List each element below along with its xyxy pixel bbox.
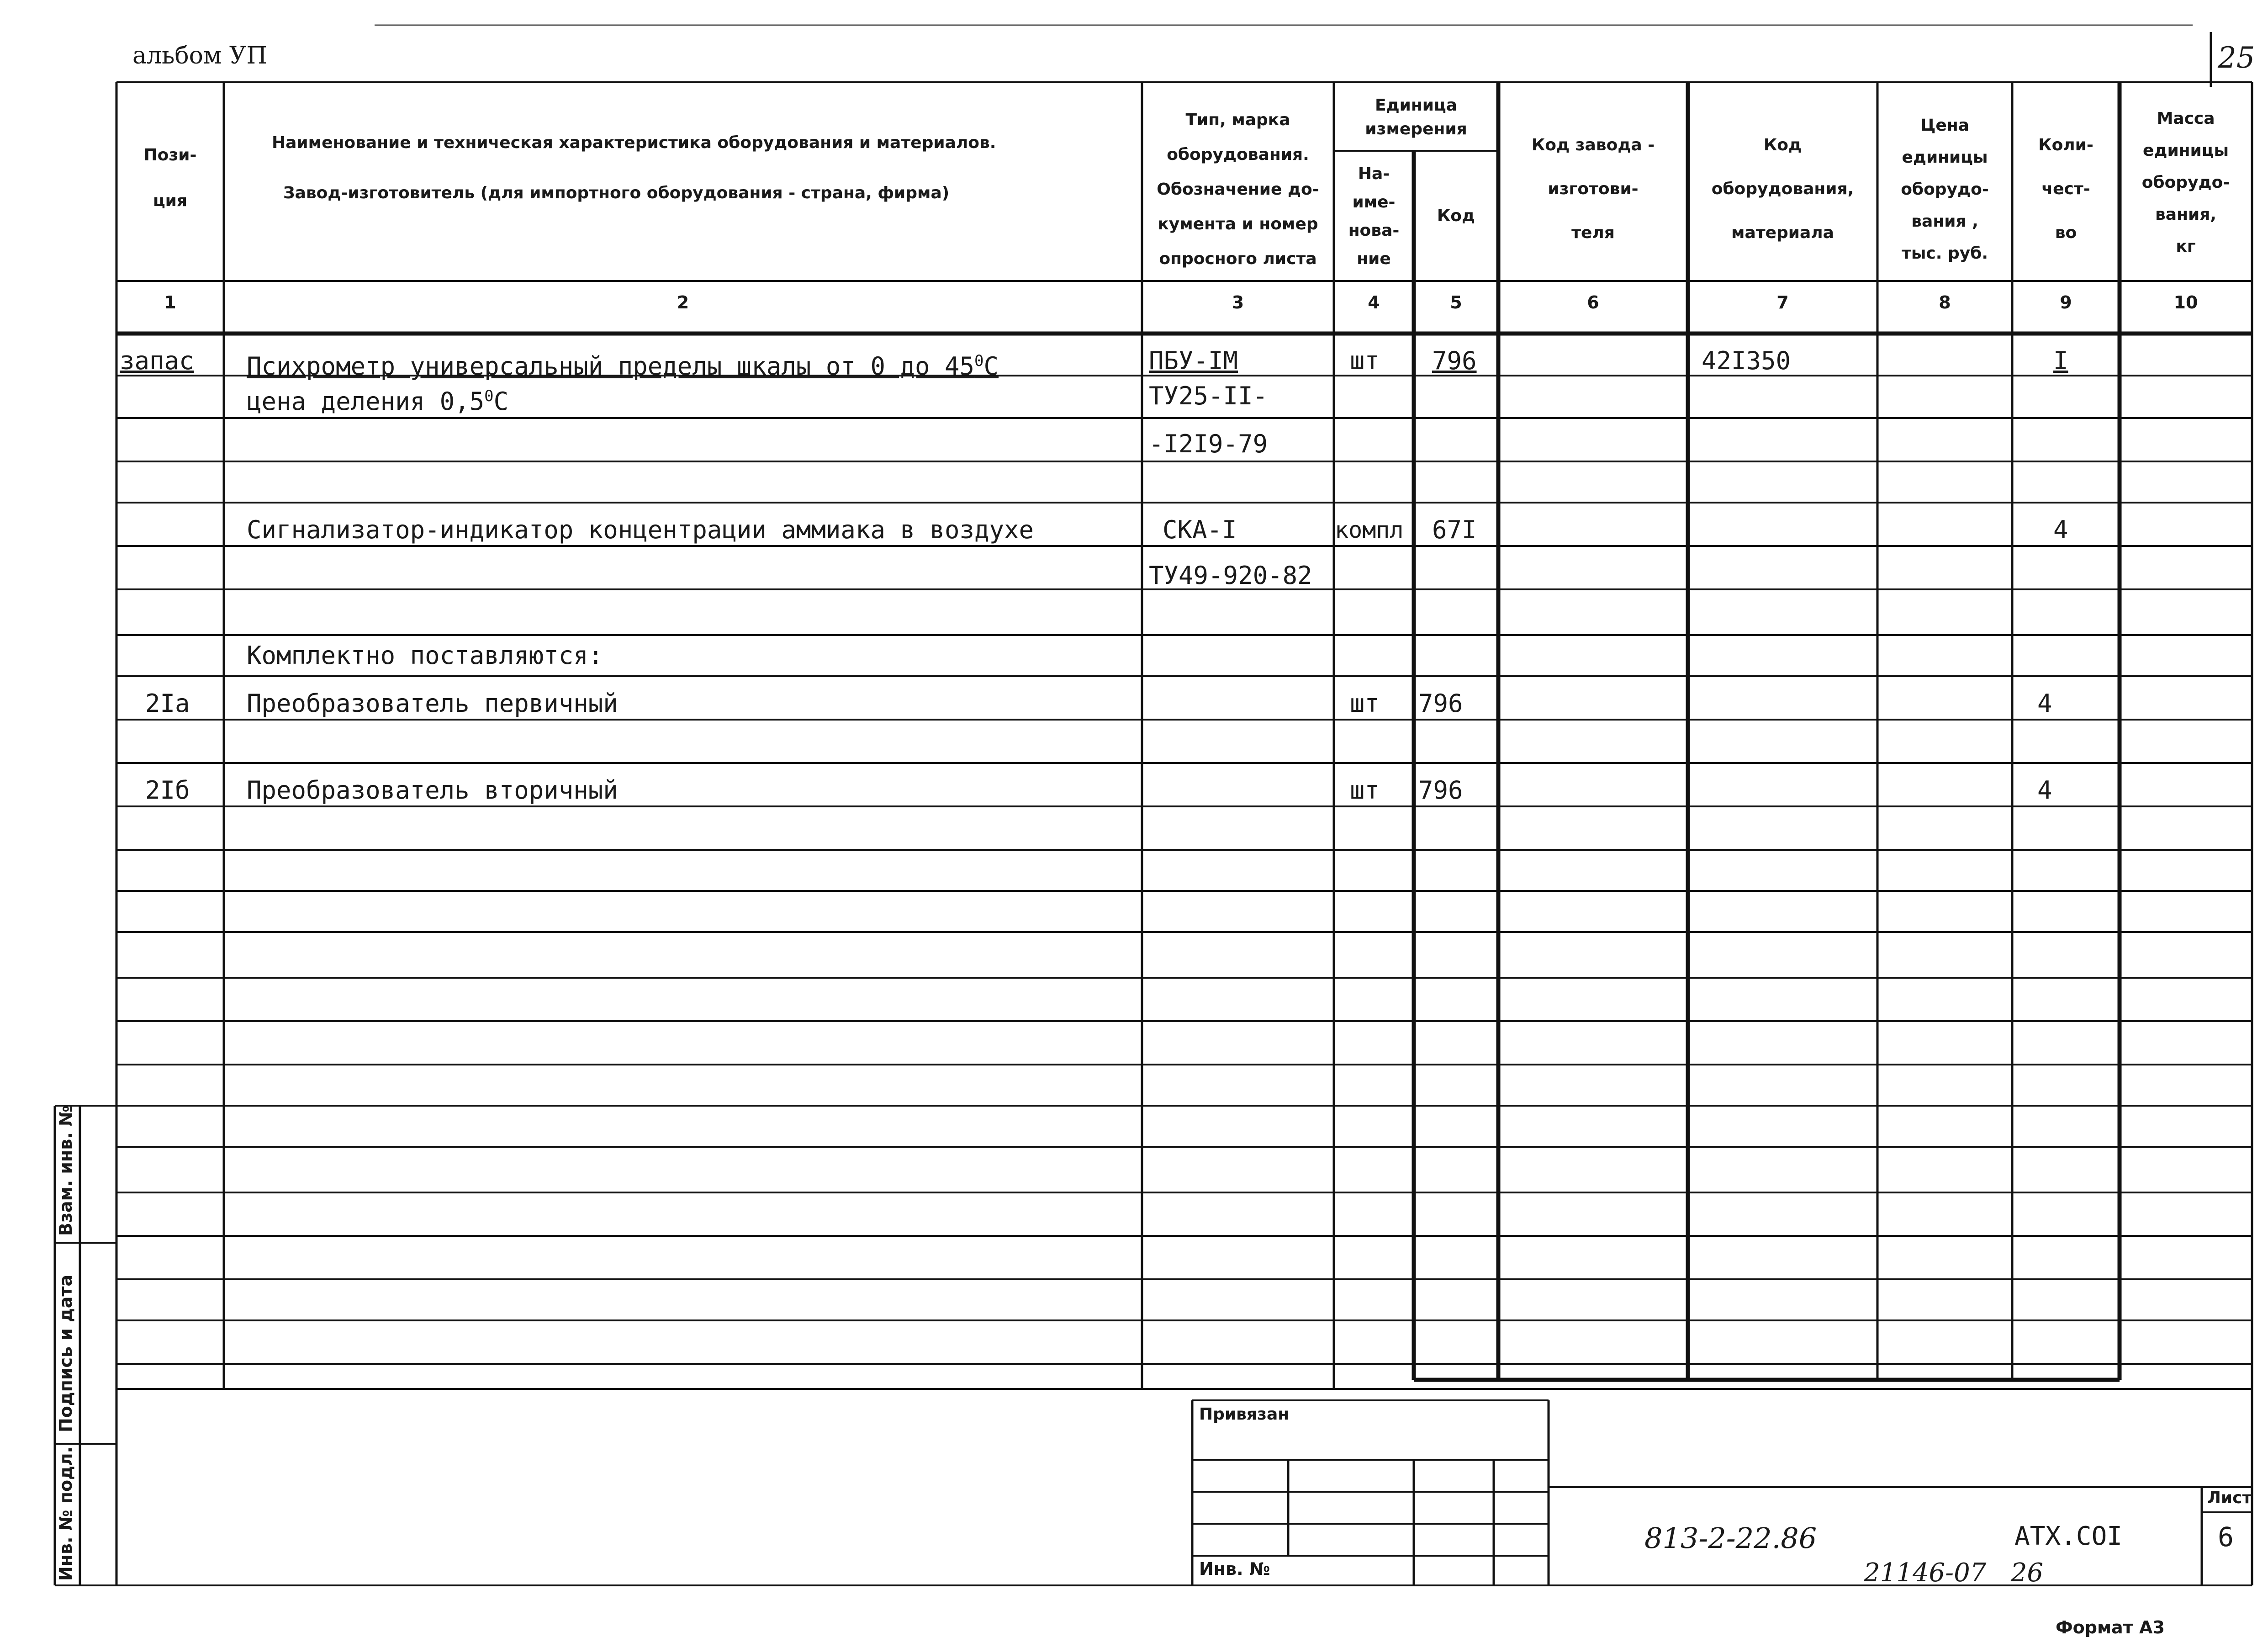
colnum-9: 9 <box>2060 292 2072 313</box>
row-4-type: СКА-I <box>1163 515 1237 544</box>
row-1-name <box>247 345 999 382</box>
page-number: 25 <box>2218 41 2255 75</box>
colnum-5: 5 <box>1450 292 1462 313</box>
row-2-name-text: цена деления 0,5 <box>247 387 485 416</box>
header-position: Пози- ция <box>143 146 197 210</box>
row-8-unit: шт <box>1350 776 1380 805</box>
row-2-name-sup: 0 <box>484 387 494 405</box>
row-8-quantity: 4 <box>2037 776 2052 805</box>
colnum-3: 3 <box>1232 292 1244 313</box>
side-label-inv: Инв. № подл. <box>56 1446 76 1581</box>
colnum-8: 8 <box>1939 292 1951 313</box>
row-4-unit: компл <box>1335 517 1404 543</box>
row-1-type: ПБУ-IM <box>1149 346 1238 375</box>
row-2-name-tail: С <box>493 387 509 416</box>
row-1-name-tail: С <box>983 352 999 381</box>
header-quantity: Коли- чест- во <box>2038 136 2094 242</box>
format-label: Формат А3 <box>2056 1617 2165 1637</box>
row-7-position: 2Iа <box>145 689 190 718</box>
header-unit-code: Код <box>1437 207 1475 225</box>
colnum-10: 10 <box>2173 292 2198 313</box>
header-mass: Масса единицы оборудо- вания, кг <box>2141 109 2230 256</box>
colnum-6: 6 <box>1587 292 1599 313</box>
doc-suffix: АТХ.COI <box>2014 1521 2123 1551</box>
row-3-type: -I2I9-79 <box>1149 429 1268 458</box>
colnum-1: 1 <box>164 292 176 313</box>
row-4-name: Сигнализатор-индикатор концентрации аммиака в воздухе <box>247 515 1034 544</box>
row-2-type: ТУ25-II- <box>1149 382 1268 410</box>
stamp-privyazan: Привязан <box>1199 1405 1290 1424</box>
row-2-name <box>247 380 508 418</box>
header-unit-group: Единица измерения <box>1365 96 1467 138</box>
archive-number: 21146-07 26 <box>1864 1558 2043 1588</box>
row-8-code: 796 <box>1418 776 1463 805</box>
row-7-quantity: 4 <box>2037 689 2052 718</box>
header-name-line1: Наименование и техническая характеристика оборудования и материалов. <box>272 133 996 152</box>
colnum-7: 7 <box>1776 292 1789 313</box>
row-4-quantity: 4 <box>2053 515 2068 544</box>
doc-code: 813-2-22.86 <box>1644 1521 1817 1555</box>
stamp-inv-no: Инв. № <box>1199 1559 1270 1579</box>
header-unit-name: На- име- нова- ние <box>1348 164 1400 268</box>
row-1-name-sup: 0 <box>974 352 984 370</box>
row-1-quantity: I <box>2053 346 2068 375</box>
row-1-code: 796 <box>1432 346 1477 375</box>
side-label-vzam: Взам. инв. № <box>56 1105 76 1236</box>
sheet-label: Лист <box>2207 1489 2252 1507</box>
row-1-equipment-code: 42I350 <box>1702 346 1791 375</box>
header-factory-code: Код завода - изготови- теля <box>1531 136 1655 242</box>
album-label: альбом УП <box>132 42 267 69</box>
row-7-code: 796 <box>1418 689 1463 718</box>
sheet-number: 6 <box>2218 1521 2234 1553</box>
header-price: Цена единицы оборудо- вания , тыс. руб. <box>1901 116 1989 263</box>
colnum-4: 4 <box>1368 292 1380 313</box>
side-label-podpis: Подпись и дата <box>56 1274 76 1432</box>
row-1-unit: шт <box>1350 346 1380 375</box>
header-type: Тип, марка оборудования. Обозначение до- кумента и номер опросного листа <box>1157 111 1319 268</box>
row-4-code: 67I <box>1432 515 1477 544</box>
row-7-name: Преобразователь первичный <box>247 689 618 718</box>
row-5-type: ТУ49-920-82 <box>1149 561 1312 590</box>
row-8-position: 2Iб <box>145 776 190 805</box>
row-7-unit: шт <box>1350 689 1380 718</box>
row-8-name: Преобразователь вторичный <box>247 776 618 805</box>
row-6-name: Комплектно поставляются: <box>247 641 603 670</box>
colnum-2: 2 <box>677 292 689 313</box>
row-1-name-text: Психрометр универсальный пределы шкалы от 0 до 45 <box>247 352 975 381</box>
row-1-position: запас <box>120 346 194 375</box>
header-equipment-code: Код оборудования, материала <box>1711 136 1854 242</box>
header-name-line2: Завод-изготовитель (для импортного оборудования - страна, фирма) <box>283 184 950 202</box>
